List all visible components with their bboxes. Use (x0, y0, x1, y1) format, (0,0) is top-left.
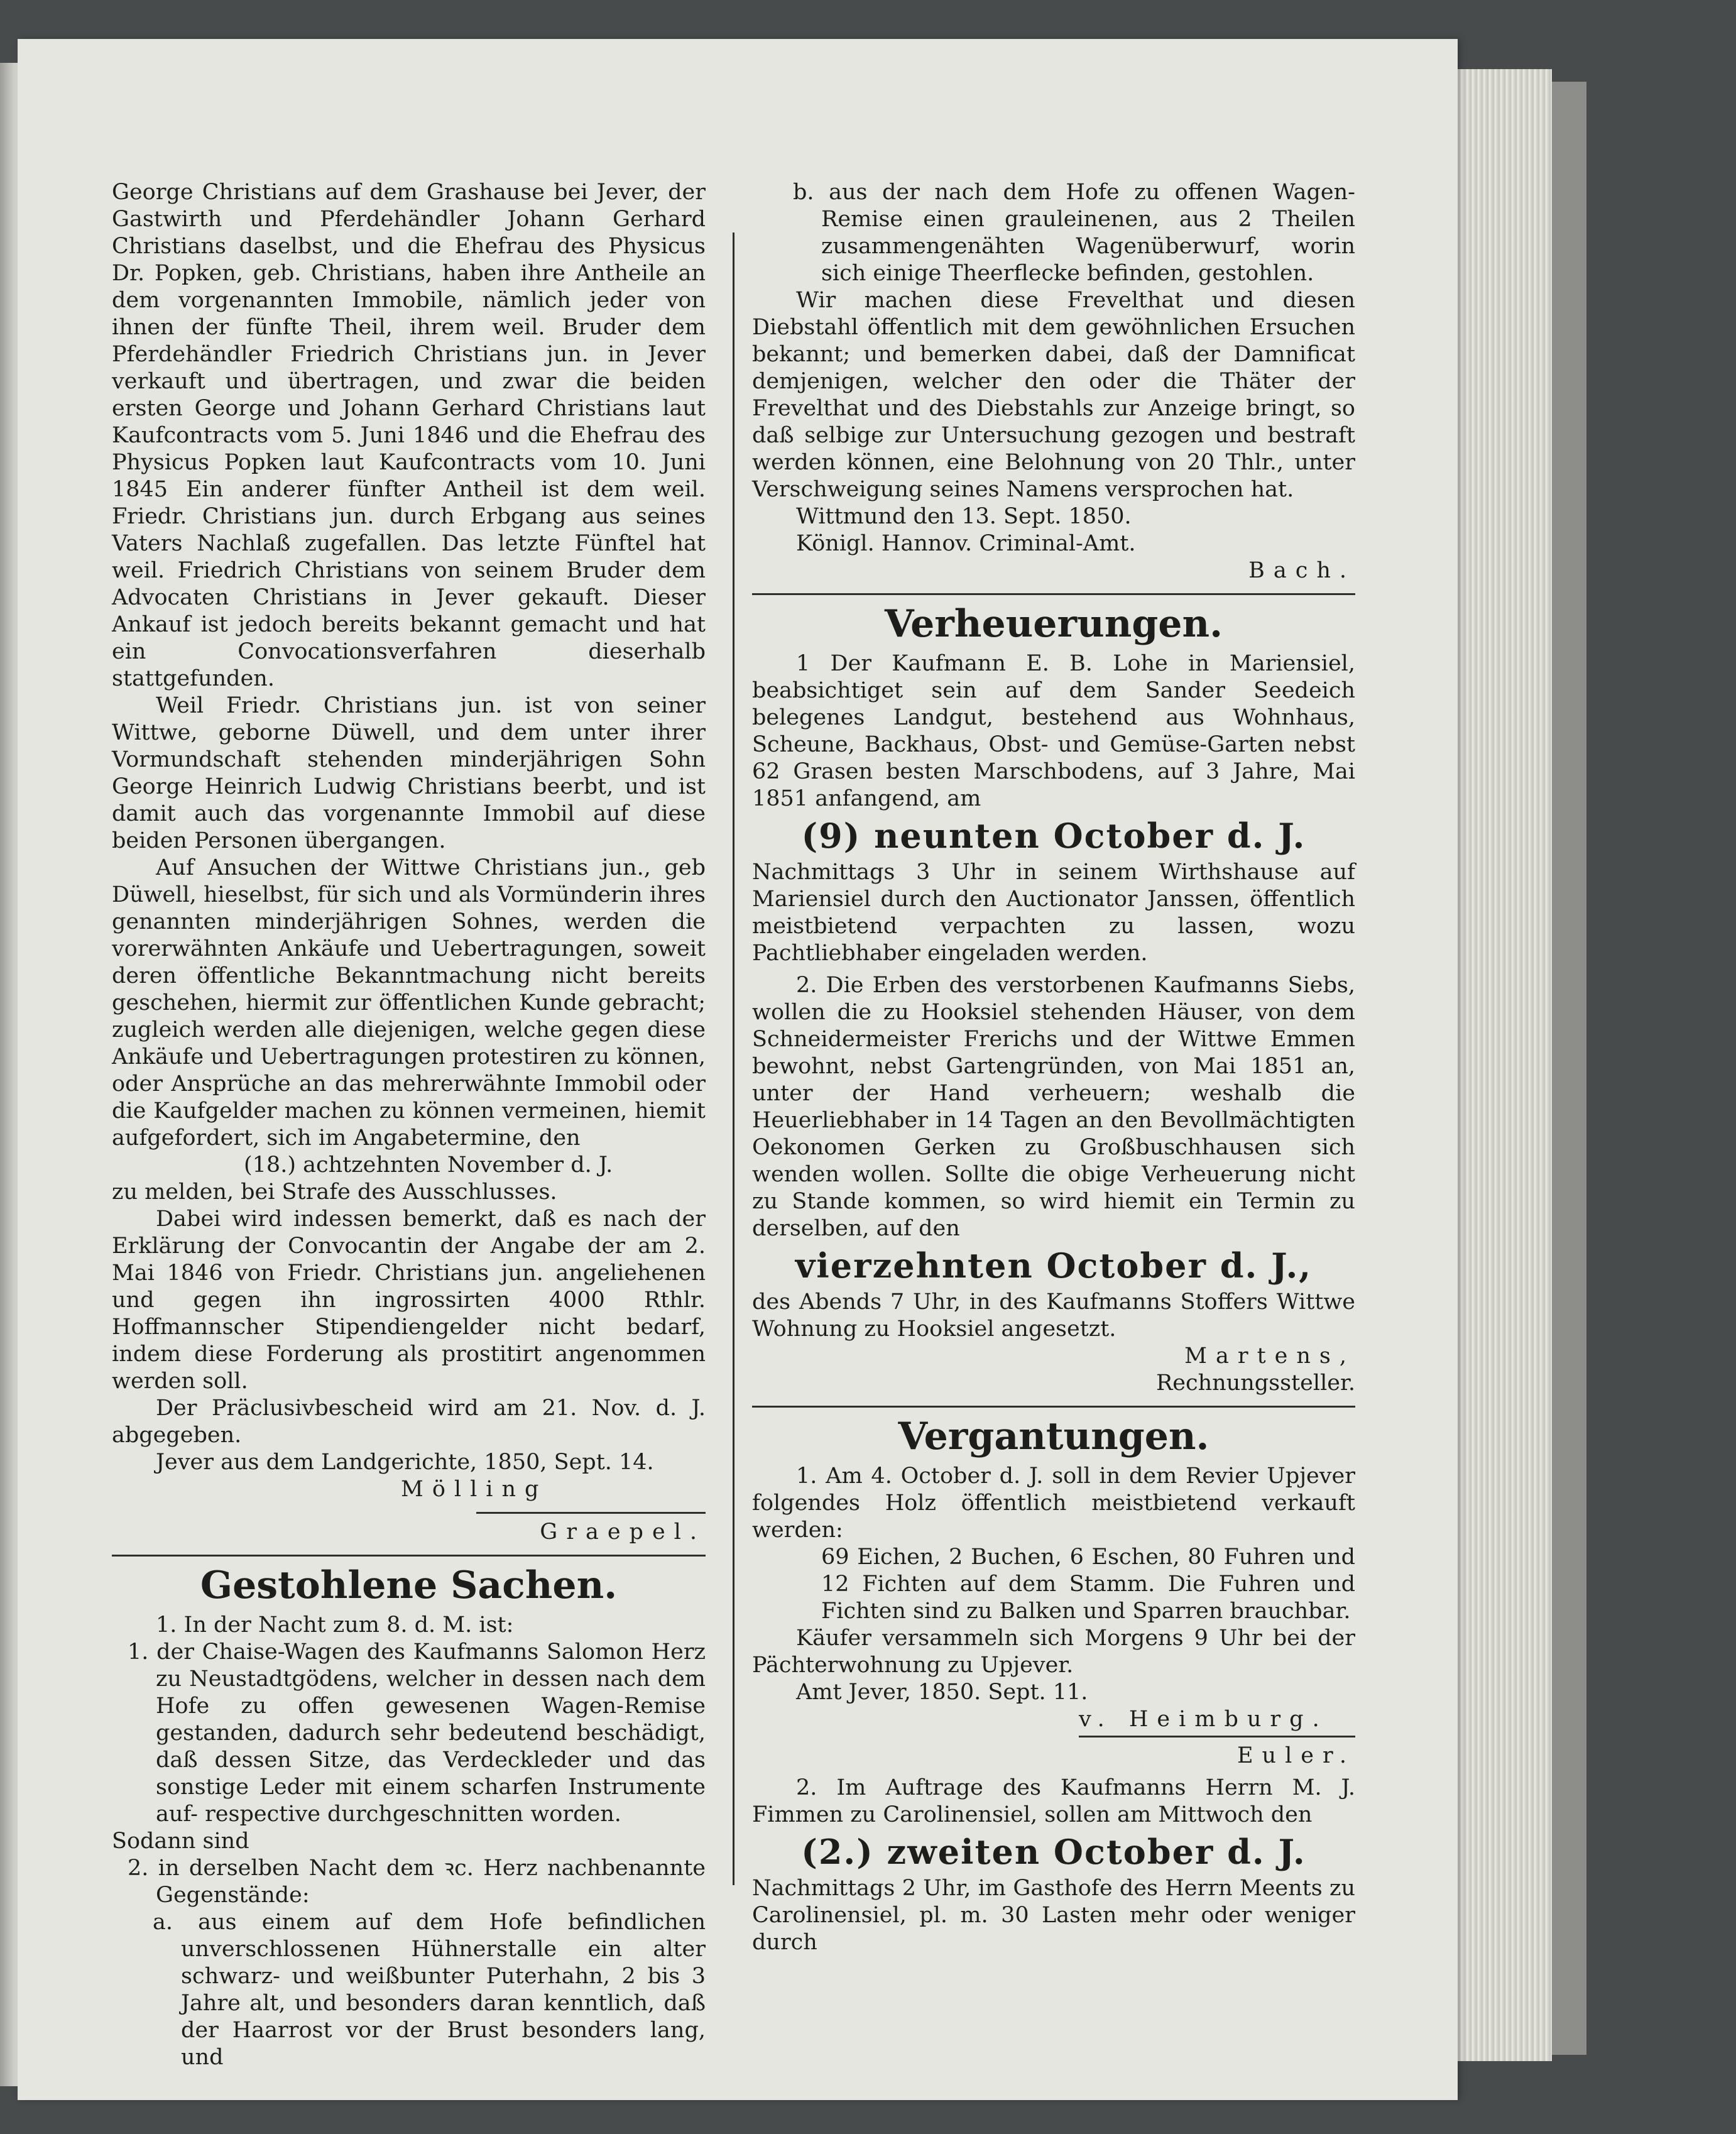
signature-graepel: Graepel. (540, 1519, 706, 1545)
signature-title: Rechnungssteller. (1155, 1371, 1355, 1396)
lease-1-details: Nachmittags 3 Uhr in seinem Wirthshause auf Mariensiel durch den Auctionator Janssen, öffentlich meistbietend verpachten zu lassen, wozu Pachtliebhaber eingeladen werden. (752, 860, 1355, 966)
auction-2-details: Nachmittags 2 Uhr, im Gasthofe des Herrn Meents zu Carolinensiel, pl. m. 30 Lasten mehr oder weniger durch (752, 1876, 1355, 1955)
signature-bach: Bach. (1248, 558, 1355, 583)
lease-2-text: 2. Die Erben des verstorbenen Kaufmanns Siebs, wollen die zu Hooksiel stehenden Häuser, von dem Schneidermeister Frerichs und der Wittwe Emmen bewohnt, nebst Gartengründen, von Mai 1851 an, unter der Hand verheuern; weshalb die Heuerliebhaber in 14 Tagen an den Bevollmächtigten Oekonomen Gerken zu Großbuschhausen sich wenden wollen. Sollte die obige Verheuerung nicht zu Stande kommen, so wird hiemit ein Termin zu derselben, auf den (752, 973, 1355, 1241)
signature-heimburg: v. Heimburg. (1079, 1707, 1328, 1732)
paragraph-preclusion: Der Präclusivbescheid wird am 21. Nov. d. J. abgegeben. (112, 1396, 706, 1448)
section-divider (752, 1406, 1355, 1408)
stolen-item-2a: a. aus einem auf dem Hofe befindlichen unverschlossenen Hühnerstalle ein alter schwarz- und weißbunter Puterhahn, 2 bis 3 Jahre alt, und besonders daran kenntlich, daß der Haarrost vor der Brust besonders lang, und (153, 1910, 706, 2070)
auction-1-text: 1. Am 4. October d. J. soll in dem Revier Upjever folgendes Holz öffentlich meistbietend verkauft werden: (752, 1464, 1355, 1543)
signature-euler: Euler. (1236, 1743, 1355, 1768)
section-divider (752, 593, 1355, 595)
deadline-note: zu melden, bei Strafe des Ausschlusses. (112, 1179, 557, 1205)
paragraph-request: Auf Ansuchen der Wittwe Christians jun., geb Düwell, hieselbst, für sich und als Vormünderin ihres genannten minderjährigen Sohnes, werden die vorerwähnten Ankäufe und Uebertragungen, soweit deren öffentliche Bekanntmachung nicht bereits geschehen, hiermit zur öffentlichen Kunde gebracht; zugleich werden alle diejenigen, welche gegen diese Ankäufe und Uebertragungen protestiren zu können, oder Ansprüche an das mehrerwähnte Immobil oder die Kaufgelder machen zu können vermeinen, hiemit aufgefordert, sich im Angabetermine, den (112, 855, 706, 1151)
lease-2-date: vierzehnten October d. J., (795, 1245, 1313, 1286)
paragraph-remark: Dabei wird indessen bemerkt, daß es nach der Erklärung der Convocantin der Angabe der am 2. Mai 1846 von Friedr. Christians jun. angeliehenen und gegen ihn ingrossirten 4000 Rthlr. Hoffmannscher Stipendiengelder nicht bedarf, indem diese Forderung als prostitirt angenommen werden soll. (112, 1207, 706, 1394)
signature-martens: Martens, (1184, 1343, 1355, 1369)
auction-1-meeting: Käufer versammeln sich Morgens 9 Uhr bei der Pächterwohnung zu Upjever. (752, 1626, 1355, 1678)
lease-1-text: 1 Der Kaufmann E. B. Lohe in Mariensiel, beabsichtiget sein auf dem Sander Seedeich belegenes Landgut, bestehend aus Wohnhaus, Scheune, Backhaus, Obst- und Gemüse-Garten nebst 62 Grasen besten Marschbodens, auf 3 Jahre, Mai 1851 anfangend, am (752, 651, 1355, 811)
lease-2-details: des Abends 7 Uhr, in des Kaufmanns Stoffers Wittwe Wohnung zu Hooksiel angesetzt. (752, 1289, 1355, 1342)
auction-2-date: (2.) zweiten October d. J. (801, 1832, 1306, 1872)
section-heading-leases: Verheuerungen. (885, 602, 1223, 646)
section-divider (112, 1555, 706, 1557)
signature-moelling: Mölling (401, 1477, 548, 1502)
stolen-sodann: Sodann sind (112, 1829, 249, 1854)
lease-1-date: (9) neunten October d. J. (801, 816, 1306, 856)
stolen-authority: Königl. Hannov. Criminal-Amt. (796, 531, 1136, 556)
stolen-intro: 1. In der Nacht zum 8. d. M. ist: (156, 1612, 514, 1638)
stolen-announcement: Wir machen diese Frevelthat und diesen Diebstahl öffentlich mit dem gewöhnlichen Ersuchen bekannt; und bemerken dabei, daß der Damnificat demjenigen, welcher den oder die Thäter der Frevelthat und des Diebstahls zur Anzeige bringt, so daß selbige zur Untersuchung gezogen und bestraft werden können, eine Belohnung von 20 Thlr., unter Verschweigung seines Namens versprochen hat. (752, 288, 1355, 502)
place-date-line: Jever aus dem Landgerichte, 1850, Sept. 14. (156, 1450, 654, 1475)
paragraph-inheritance: Weil Friedr. Christians jun. ist von seiner Wittwe, geborne Düwell, und dem unter ihrer Vormundschaft stehenden minderjährigen Sohn George Heinrich Ludwig Christians beerbt, und ist damit auch das vorgenannte Immobil auf diese beiden Personen übergangen. (112, 693, 706, 853)
book-page-edges (1458, 69, 1552, 2061)
right-column (752, 179, 1355, 1956)
left-column (112, 179, 706, 2071)
auction-1-wood-list: 69 Eichen, 2 Buchen, 6 Eschen, 80 Fuhren und 12 Fichten auf dem Stamm. Die Fuhren und Fichten sind zu Balken und Sparren brauchbar. (821, 1545, 1355, 1624)
auction-2-text: 2. Im Auftrage des Kaufmanns Herrn M. J. Fimmen zu Carolinensiel, sollen am Mittwoch den (752, 1775, 1355, 1827)
column-divider (733, 233, 734, 1885)
stolen-item-2b: b. aus der nach dem Hofe zu offenen Wagen-Remise einen grauleinenen, aus 2 Theilen zusammengenähten Wagenüberwurf, worin sich einige Theerflecke befinden, gestohlen. (793, 180, 1355, 286)
previous-page-edge (0, 63, 18, 2086)
stolen-item-1: 1. der Chaise-Wagen des Kaufmanns Salomon Herz zu Neustadtgödens, welcher in dessen nach dem Hofe zu offen gewesenen Wagen-Remise gestanden, dadurch sehr bedeutend beschädigt, daß dessen Sitze, das Verdeckleder und das sonstige Leder mit einem scharfen Instrumente auf- respective durchgeschnitten worden. (128, 1639, 706, 1827)
signature-rule (1079, 1736, 1355, 1737)
paragraph-christians-sale: George Christians auf dem Grashause bei Jever, der Gastwirth und Pferdehändler Johann Gerhard Christians daselbst, und die Ehefrau des Physicus Dr. Popken, geb. Christians, haben ihre Antheile an dem vorgenannten Immobile, nämlich jeder von ihnen der fünfte Theil, ihrem weil. Bruder dem Pferdehändler Friedrich Christians jun. in Jever verkauft und übertragen, und zwar die beiden ersten George und Johann Gerhard Christians laut Kaufcontracts vom 5. Juni 1846 und die Ehefrau des Physicus Popken laut Kaufcontracts vom 10. Juni 1845 Ein anderer fünfter Antheil ist dem weil. Friedr. Christians jun. durch Erbgang aus seines Vaters Nachlaß zugefallen. Das letzte Fünftel hat weil. Friedrich Christians von seinem Bruder dem Advocaten Christians in Jever gekauft. Dieser Ankauf ist jedoch bereits bekannt gemacht und hat ein Convocationsverfahren dieserhalb stattgefunden. (112, 180, 706, 691)
stolen-item-2: 2. in derselben Nacht dem ꝛc. Herz nachbenannte Gegenstände: (128, 1856, 706, 1908)
auction-1-place-date: Amt Jever, 1850. Sept. 11. (796, 1680, 1088, 1705)
deadline-date: (18.) achtzehnten November d. J. (244, 1152, 613, 1178)
section-heading-stolen-goods: Gestohlene Sachen. (200, 1563, 618, 1607)
signature-rule (476, 1512, 706, 1514)
stolen-place-date: Wittmund den 13. Sept. 1850. (796, 504, 1132, 529)
book-cover-edge (1552, 82, 1586, 2055)
section-heading-auctions: Vergantungen. (898, 1414, 1209, 1458)
